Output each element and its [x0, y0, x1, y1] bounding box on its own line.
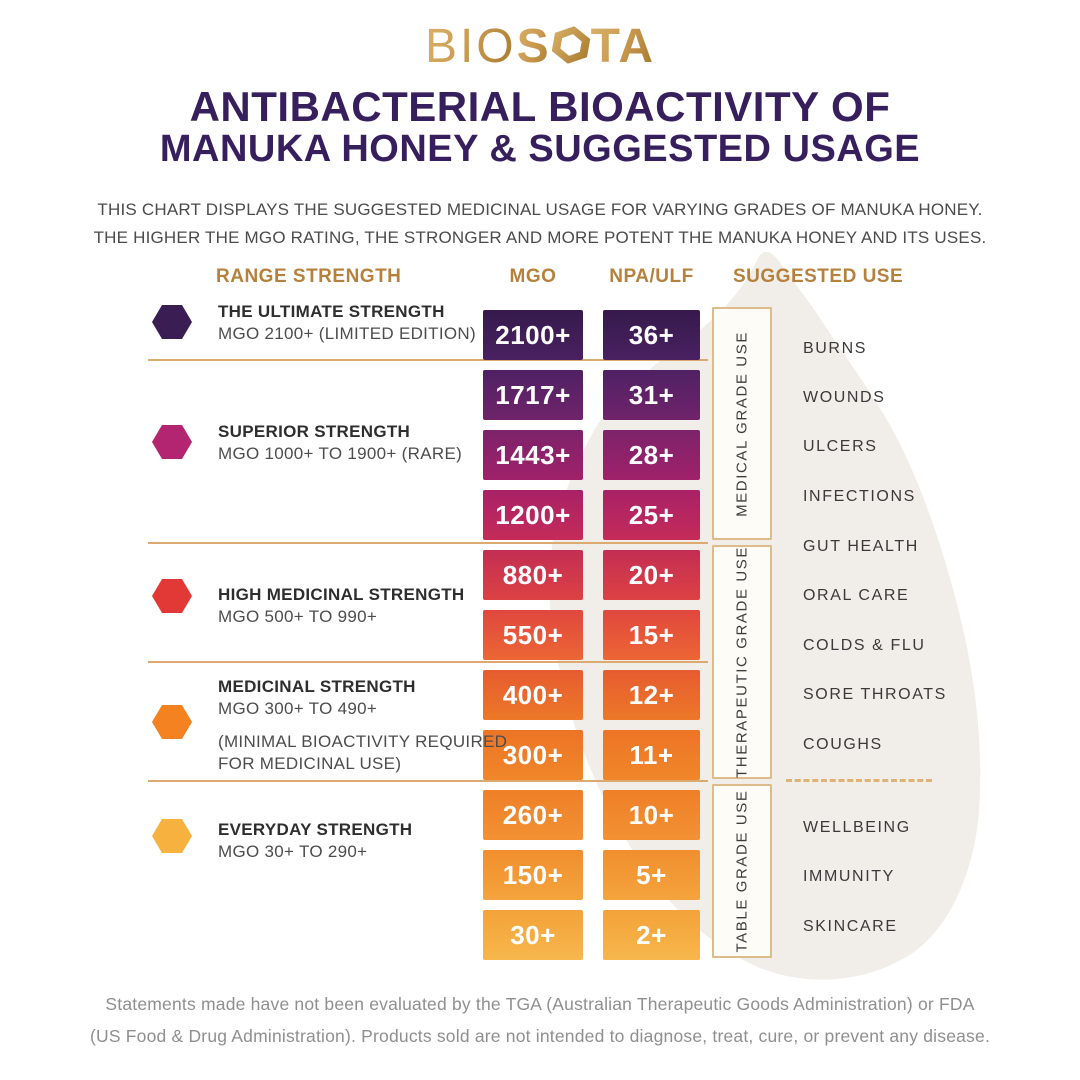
use-item-gut-health: GUT HEALTH: [803, 538, 919, 555]
logo-text-s: S: [516, 20, 551, 73]
group-note-medicinal: (MINIMAL BIOACTIVITY REQUIRED FOR MEDICINAL USE): [218, 732, 508, 773]
npa-value-box: 11+: [603, 730, 700, 780]
mgo-value-box: 150+: [483, 850, 583, 900]
logo-text-ta: TA: [590, 20, 656, 73]
group-label-high-medicinal: [218, 584, 464, 628]
group-sub: MGO 1000+ TO 1900+ (RARE): [218, 444, 463, 463]
mgo-value-box: 880+: [483, 550, 583, 600]
disclaimer: [70, 988, 1010, 1052]
column-header-npa-ulf: NPA/ULF: [609, 266, 694, 287]
mgo-value-box: 1443+: [483, 430, 583, 480]
npa-value-box: 31+: [603, 370, 700, 420]
hexagon-bullet-medicinal: [152, 705, 192, 739]
hexagon-bullet-everyday: [152, 819, 192, 853]
group-name: EVERYDAY STRENGTH: [218, 820, 413, 839]
npa-value-box: 2+: [603, 910, 700, 960]
npa-value-box: 36+: [603, 310, 700, 360]
npa-value-box: 28+: [603, 430, 700, 480]
use-item-colds-flu: COLDS & FLU: [803, 637, 926, 654]
hexagon-o-icon: [550, 23, 592, 67]
column-header-mgo: MGO: [509, 266, 557, 287]
use-item-infections: INFECTIONS: [803, 488, 916, 505]
disclaimer-line1: Statements made have not been evaluated by the TGA (Australian Therapeutic Goods Administration) or FDA: [105, 994, 975, 1014]
biosota-logo: [0, 20, 1080, 74]
npa-value-box: 25+: [603, 490, 700, 540]
hexagon-bullet-ultimate: [152, 305, 192, 339]
intro-line1: THIS CHART DISPLAYS THE SUGGESTED MEDICINAL USAGE FOR VARYING GRADES OF MANUKA HONEY.: [97, 200, 983, 219]
use-item-immunity: IMMUNITY: [803, 868, 895, 885]
group-sub: MGO 300+ TO 490+: [218, 699, 378, 718]
grade-label-table: TABLE GRADE USE: [733, 789, 751, 953]
group-name: SUPERIOR STRENGTH: [218, 422, 411, 441]
disclaimer-line2: (US Food & Drug Administration). Products sold are not intended to diagnose, treat, cure, or prevent any disease.: [89, 1026, 991, 1046]
use-item-oral-care: ORAL CARE: [803, 587, 910, 604]
grade-bracket-therapeutic: [712, 545, 772, 779]
mgo-value-box: 260+: [483, 790, 583, 840]
page-title-line1: ANTIBACTERIAL BIOACTIVITY OF: [189, 83, 891, 130]
section-divider: [148, 542, 708, 544]
mgo-value-box: 300+: [483, 730, 583, 780]
use-item-wounds: WOUNDS: [803, 389, 886, 406]
mgo-value-box: 1200+: [483, 490, 583, 540]
mgo-value-box: 2100+: [483, 310, 583, 360]
group-name: THE ULTIMATE STRENGTH: [218, 302, 445, 321]
use-item-ulcers: ULCERS: [803, 438, 878, 455]
group-sub: MGO 500+ TO 990+: [218, 607, 378, 626]
hexagon-bullet-high-medicinal: [152, 579, 192, 613]
npa-value-box: 15+: [603, 610, 700, 660]
column-header-range-strength: RANGE STRENGTH: [216, 266, 402, 287]
npa-value-box: 20+: [603, 550, 700, 600]
grade-bracket-table: [712, 784, 772, 958]
hexagon-bullet-superior: [152, 425, 192, 459]
page-title-line2: MANUKA HONEY & SUGGESTED USAGE: [159, 128, 921, 170]
group-label-superior: [218, 421, 462, 465]
use-item-wellbeing: WELLBEING: [803, 819, 911, 836]
intro-text: [90, 196, 990, 252]
logo-text-bio: BIO: [424, 20, 517, 73]
mgo-value-box: 400+: [483, 670, 583, 720]
mgo-value-box: 550+: [483, 610, 583, 660]
dashed-divider: [786, 779, 932, 782]
grade-label-therapeutic: THERAPEUTIC GRADE USE: [733, 546, 751, 778]
use-item-sore-throats: SORE THROATS: [803, 686, 947, 703]
intro-line2: THE HIGHER THE MGO RATING, THE STRONGER AND MORE POTENT THE MANUKA HONEY AND ITS USES.: [93, 228, 987, 247]
mgo-value-box: 30+: [483, 910, 583, 960]
use-item-skincare: SKINCARE: [803, 918, 898, 935]
npa-value-box: 12+: [603, 670, 700, 720]
group-label-ultimate: [218, 301, 476, 345]
group-name: HIGH MEDICINAL STRENGTH: [218, 585, 465, 604]
group-label-everyday: [218, 819, 412, 863]
mgo-value-box: 1717+: [483, 370, 583, 420]
group-label-medicinal: [218, 676, 416, 720]
group-sub: MGO 2100+ (LIMITED EDITION): [218, 324, 476, 343]
group-sub: MGO 30+ TO 290+: [218, 842, 368, 861]
use-item-coughs: COUGHS: [803, 736, 883, 753]
section-divider: [148, 661, 708, 663]
group-name: MEDICINAL STRENGTH: [218, 677, 416, 696]
npa-value-box: 5+: [603, 850, 700, 900]
use-item-burns: BURNS: [803, 340, 868, 357]
grade-bracket-medical: [712, 307, 772, 540]
column-header-suggested-use: SUGGESTED USE: [733, 266, 904, 287]
section-divider: [148, 780, 708, 782]
npa-value-box: 10+: [603, 790, 700, 840]
grade-label-medical: MEDICAL GRADE USE: [733, 330, 751, 517]
